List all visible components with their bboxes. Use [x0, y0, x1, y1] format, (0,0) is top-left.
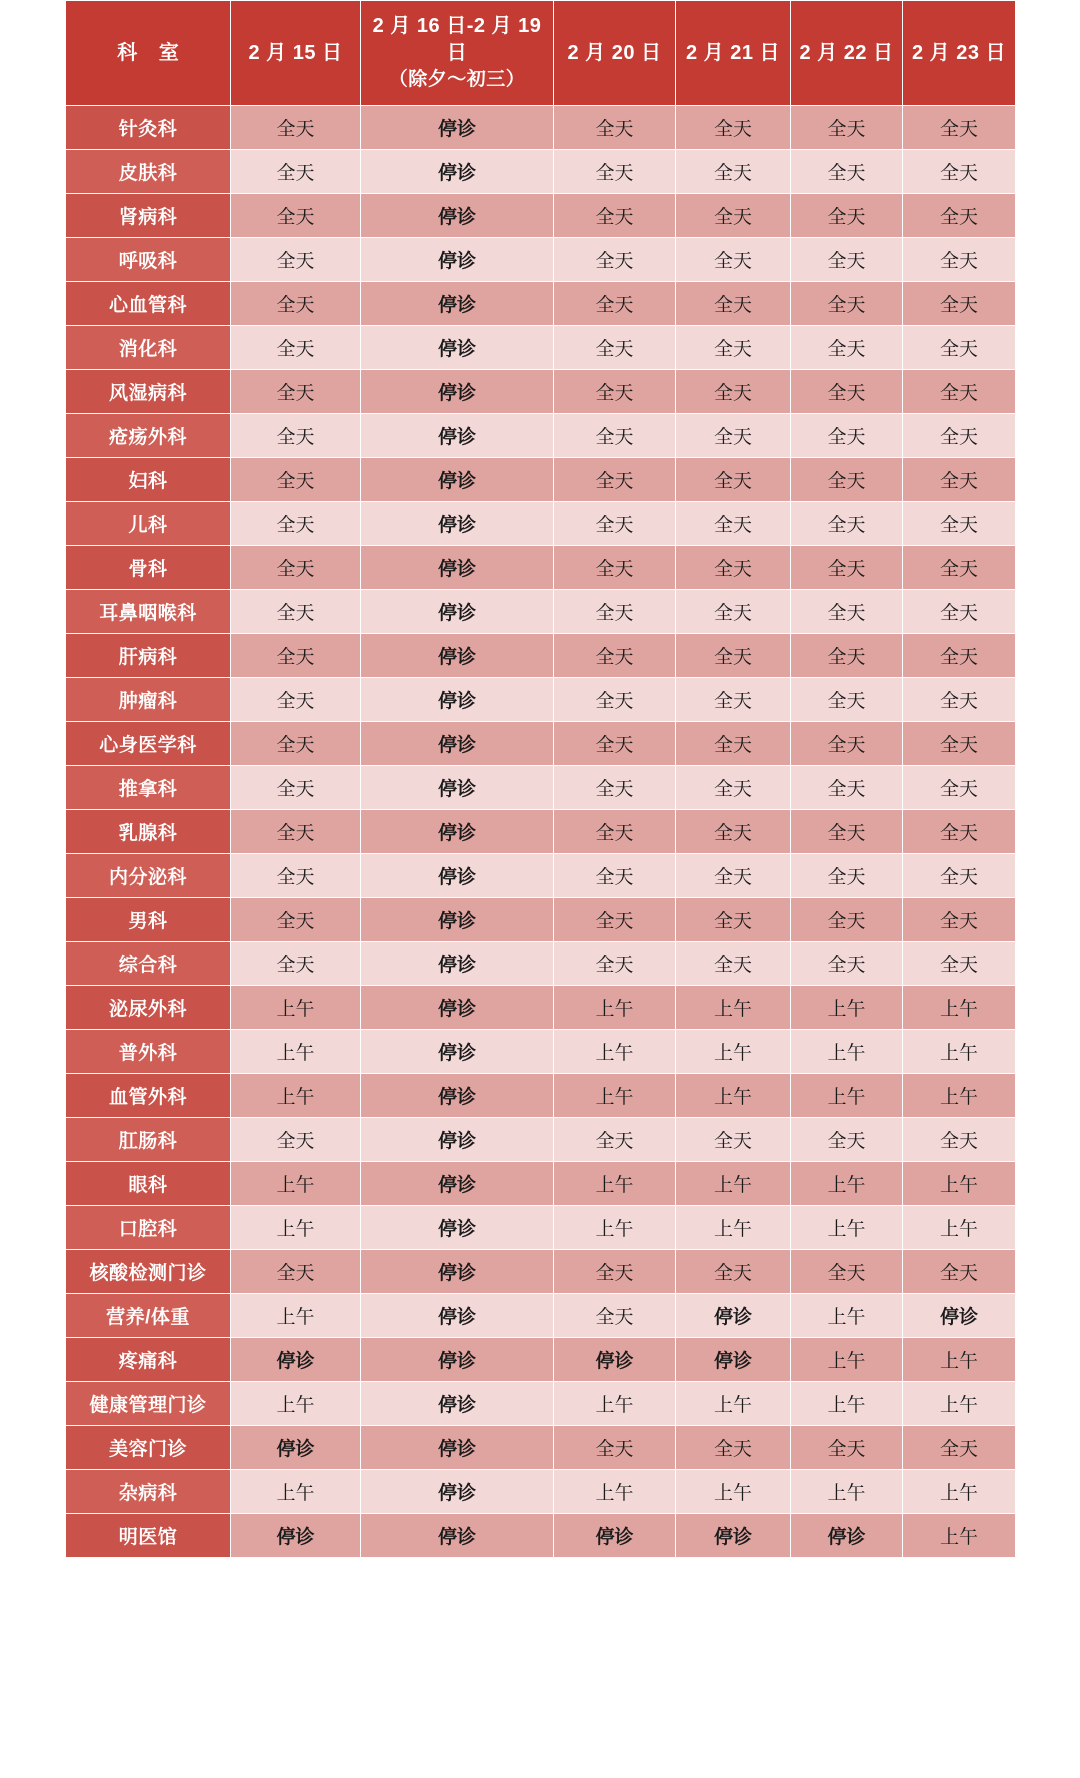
schedule-cell: 全天 [554, 722, 676, 766]
department-name-cell: 消化科 [66, 326, 231, 370]
schedule-cell: 停诊 [361, 238, 554, 282]
schedule-cell: 上午 [231, 1206, 361, 1250]
schedule-cell: 全天 [231, 722, 361, 766]
schedule-cell: 停诊 [361, 854, 554, 898]
schedule-cell: 上午 [554, 1162, 676, 1206]
schedule-cell: 停诊 [791, 1514, 903, 1558]
schedule-cell: 停诊 [361, 590, 554, 634]
schedule-cell: 停诊 [554, 1338, 676, 1382]
schedule-cell: 全天 [791, 106, 903, 150]
schedule-cell: 上午 [231, 1294, 361, 1338]
schedule-cell: 停诊 [361, 986, 554, 1030]
schedule-cell: 全天 [554, 678, 676, 722]
schedule-cell: 上午 [231, 1074, 361, 1118]
schedule-cell: 全天 [903, 282, 1016, 326]
schedule-cell: 上午 [554, 1382, 676, 1426]
table-row [66, 1294, 1016, 1338]
schedule-cell: 全天 [676, 326, 791, 370]
schedule-cell: 全天 [676, 1250, 791, 1294]
schedule-cell: 全天 [903, 590, 1016, 634]
schedule-cell: 全天 [676, 282, 791, 326]
schedule-cell: 全天 [676, 370, 791, 414]
table-row [66, 1206, 1016, 1250]
schedule-cell: 上午 [791, 1074, 903, 1118]
schedule-cell: 停诊 [361, 458, 554, 502]
department-name-cell: 推拿科 [66, 766, 231, 810]
schedule-cell: 全天 [791, 150, 903, 194]
department-schedule-table [65, 0, 1016, 1558]
table-row [66, 986, 1016, 1030]
schedule-cell: 上午 [903, 1338, 1016, 1382]
schedule-cell: 全天 [231, 1250, 361, 1294]
department-name-cell: 疼痛科 [66, 1338, 231, 1382]
schedule-cell: 全天 [676, 634, 791, 678]
department-name-cell: 肿瘤科 [66, 678, 231, 722]
table-row [66, 370, 1016, 414]
schedule-cell: 全天 [676, 1426, 791, 1470]
schedule-cell: 停诊 [554, 1514, 676, 1558]
schedule-cell: 全天 [791, 942, 903, 986]
schedule-cell: 全天 [231, 810, 361, 854]
department-name-cell: 耳鼻咽喉科 [66, 590, 231, 634]
department-name-cell: 男科 [66, 898, 231, 942]
schedule-cell: 全天 [676, 150, 791, 194]
column-header-department: 科 室 [66, 1, 231, 106]
schedule-cell: 停诊 [361, 546, 554, 590]
schedule-cell: 停诊 [361, 1206, 554, 1250]
schedule-cell: 全天 [554, 282, 676, 326]
schedule-cell: 全天 [791, 590, 903, 634]
schedule-cell: 全天 [554, 546, 676, 590]
schedule-cell: 上午 [554, 1470, 676, 1514]
schedule-cell: 全天 [231, 150, 361, 194]
table-row [66, 722, 1016, 766]
schedule-cell: 全天 [791, 238, 903, 282]
schedule-cell: 全天 [554, 326, 676, 370]
table-row [66, 1030, 1016, 1074]
schedule-cell: 全天 [903, 1250, 1016, 1294]
table-row [66, 1470, 1016, 1514]
schedule-cell: 停诊 [361, 810, 554, 854]
schedule-cell: 全天 [676, 458, 791, 502]
department-name-cell: 内分泌科 [66, 854, 231, 898]
column-header-date-4: 2 月 21 日 [676, 1, 791, 106]
table-header [66, 1, 1016, 106]
schedule-cell: 上午 [903, 1030, 1016, 1074]
schedule-cell: 全天 [554, 942, 676, 986]
schedule-cell: 全天 [791, 722, 903, 766]
schedule-cell: 全天 [676, 1118, 791, 1162]
table-body [66, 106, 1016, 1558]
department-name-cell: 杂病科 [66, 1470, 231, 1514]
schedule-cell: 全天 [791, 1426, 903, 1470]
schedule-cell: 停诊 [361, 678, 554, 722]
schedule-cell: 上午 [554, 1030, 676, 1074]
table-row [66, 678, 1016, 722]
schedule-cell: 全天 [903, 326, 1016, 370]
schedule-cell: 全天 [554, 106, 676, 150]
schedule-cell: 上午 [791, 1294, 903, 1338]
schedule-cell: 全天 [231, 502, 361, 546]
schedule-cell: 全天 [676, 590, 791, 634]
schedule-cell: 全天 [791, 1250, 903, 1294]
schedule-cell: 停诊 [676, 1294, 791, 1338]
column-header-date-3: 2 月 20 日 [554, 1, 676, 106]
schedule-cell: 上午 [554, 986, 676, 1030]
table-row [66, 634, 1016, 678]
schedule-cell: 全天 [903, 414, 1016, 458]
schedule-cell: 全天 [903, 766, 1016, 810]
schedule-cell: 停诊 [361, 766, 554, 810]
department-name-cell: 健康管理门诊 [66, 1382, 231, 1426]
column-header-date-6: 2 月 23 日 [903, 1, 1016, 106]
schedule-cell: 停诊 [361, 194, 554, 238]
schedule-cell: 全天 [791, 282, 903, 326]
table-row [66, 1426, 1016, 1470]
table-row [66, 766, 1016, 810]
schedule-cell: 停诊 [361, 1294, 554, 1338]
schedule-cell: 停诊 [361, 326, 554, 370]
schedule-cell: 上午 [676, 1382, 791, 1426]
schedule-cell: 全天 [903, 1426, 1016, 1470]
column-header-date-range-note: （除夕～初三） [388, 69, 526, 91]
schedule-cell: 全天 [554, 370, 676, 414]
schedule-cell: 停诊 [676, 1338, 791, 1382]
schedule-cell: 上午 [791, 1382, 903, 1426]
schedule-cell: 停诊 [361, 106, 554, 150]
schedule-cell: 全天 [554, 238, 676, 282]
schedule-cell: 全天 [903, 898, 1016, 942]
schedule-cell: 全天 [903, 546, 1016, 590]
schedule-cell: 上午 [554, 1206, 676, 1250]
schedule-cell: 全天 [554, 766, 676, 810]
schedule-cell: 停诊 [231, 1338, 361, 1382]
table-row [66, 1338, 1016, 1382]
schedule-cell: 上午 [903, 1074, 1016, 1118]
table-row [66, 1382, 1016, 1426]
schedule-cell: 停诊 [361, 1118, 554, 1162]
table-row [66, 106, 1016, 150]
schedule-cell: 全天 [231, 106, 361, 150]
schedule-cell: 上午 [903, 1470, 1016, 1514]
schedule-cell: 上午 [903, 1162, 1016, 1206]
schedule-cell: 全天 [903, 1118, 1016, 1162]
department-name-cell: 妇科 [66, 458, 231, 502]
schedule-cell: 全天 [554, 1250, 676, 1294]
schedule-cell: 全天 [903, 106, 1016, 150]
table-row [66, 1074, 1016, 1118]
schedule-cell: 全天 [554, 590, 676, 634]
table-header-row [66, 1, 1016, 106]
schedule-cell: 全天 [231, 546, 361, 590]
schedule-cell: 停诊 [361, 370, 554, 414]
schedule-cell: 上午 [791, 1470, 903, 1514]
schedule-cell: 停诊 [361, 942, 554, 986]
schedule-cell: 全天 [231, 898, 361, 942]
schedule-cell: 全天 [231, 634, 361, 678]
department-name-cell: 明医馆 [66, 1514, 231, 1558]
department-name-cell: 口腔科 [66, 1206, 231, 1250]
schedule-cell: 停诊 [361, 1426, 554, 1470]
schedule-cell: 停诊 [676, 1514, 791, 1558]
schedule-cell: 上午 [231, 1162, 361, 1206]
schedule-cell: 停诊 [361, 722, 554, 766]
schedule-cell: 全天 [791, 1118, 903, 1162]
schedule-cell: 全天 [231, 766, 361, 810]
schedule-cell: 全天 [791, 634, 903, 678]
department-name-cell: 骨科 [66, 546, 231, 590]
schedule-cell: 全天 [231, 942, 361, 986]
department-name-cell: 乳腺科 [66, 810, 231, 854]
department-name-cell: 核酸检测门诊 [66, 1250, 231, 1294]
schedule-cell: 全天 [676, 194, 791, 238]
department-name-cell: 营养/体重 [66, 1294, 231, 1338]
schedule-cell: 上午 [231, 1470, 361, 1514]
table-row [66, 414, 1016, 458]
schedule-cell: 停诊 [361, 1382, 554, 1426]
schedule-cell: 全天 [903, 458, 1016, 502]
table-row [66, 1514, 1016, 1558]
table-row [66, 854, 1016, 898]
schedule-cell: 全天 [231, 1118, 361, 1162]
table-row [66, 150, 1016, 194]
schedule-cell: 上午 [676, 1206, 791, 1250]
schedule-cell: 全天 [676, 810, 791, 854]
schedule-cell: 停诊 [361, 282, 554, 326]
schedule-cell: 全天 [554, 634, 676, 678]
schedule-cell: 停诊 [361, 1074, 554, 1118]
schedule-cell: 全天 [554, 898, 676, 942]
schedule-cell: 全天 [554, 458, 676, 502]
schedule-cell: 全天 [231, 414, 361, 458]
schedule-cell: 全天 [791, 898, 903, 942]
schedule-cell: 全天 [676, 766, 791, 810]
department-name-cell: 血管外科 [66, 1074, 231, 1118]
schedule-cell: 上午 [676, 1030, 791, 1074]
schedule-cell: 全天 [676, 854, 791, 898]
schedule-cell: 停诊 [361, 414, 554, 458]
schedule-cell: 上午 [676, 1074, 791, 1118]
table-row [66, 546, 1016, 590]
schedule-cell: 全天 [231, 370, 361, 414]
table-row [66, 942, 1016, 986]
department-name-cell: 普外科 [66, 1030, 231, 1074]
schedule-cell: 停诊 [361, 1030, 554, 1074]
schedule-cell: 全天 [903, 634, 1016, 678]
schedule-cell: 全天 [676, 722, 791, 766]
schedule-cell: 全天 [554, 194, 676, 238]
schedule-cell: 停诊 [903, 1294, 1016, 1338]
schedule-cell: 全天 [903, 810, 1016, 854]
schedule-cell: 上午 [231, 1030, 361, 1074]
schedule-cell: 上午 [903, 986, 1016, 1030]
schedule-cell: 上午 [791, 1206, 903, 1250]
schedule-cell: 全天 [791, 810, 903, 854]
schedule-cell: 全天 [231, 458, 361, 502]
schedule-cell: 上午 [231, 986, 361, 1030]
department-name-cell: 心身医学科 [66, 722, 231, 766]
schedule-cell: 全天 [676, 502, 791, 546]
department-name-cell: 肝病科 [66, 634, 231, 678]
schedule-cell: 全天 [903, 502, 1016, 546]
schedule-cell: 全天 [676, 898, 791, 942]
department-name-cell: 肾病科 [66, 194, 231, 238]
department-name-cell: 心血管科 [66, 282, 231, 326]
schedule-cell: 停诊 [231, 1514, 361, 1558]
schedule-cell: 全天 [676, 106, 791, 150]
table-row [66, 502, 1016, 546]
department-name-cell: 综合科 [66, 942, 231, 986]
schedule-cell: 上午 [231, 1382, 361, 1426]
schedule-cell: 全天 [903, 238, 1016, 282]
schedule-cell: 全天 [231, 238, 361, 282]
table-row [66, 1162, 1016, 1206]
table-row [66, 194, 1016, 238]
schedule-cell: 停诊 [361, 150, 554, 194]
schedule-cell: 全天 [231, 854, 361, 898]
schedule-cell: 上午 [791, 1338, 903, 1382]
schedule-cell: 上午 [903, 1382, 1016, 1426]
table-row [66, 810, 1016, 854]
schedule-cell: 全天 [554, 414, 676, 458]
schedule-cell: 全天 [791, 678, 903, 722]
schedule-cell: 全天 [903, 150, 1016, 194]
department-name-cell: 呼吸科 [66, 238, 231, 282]
schedule-cell: 全天 [676, 678, 791, 722]
schedule-cell: 全天 [791, 370, 903, 414]
schedule-cell: 停诊 [361, 1470, 554, 1514]
schedule-cell: 停诊 [361, 1338, 554, 1382]
table-row [66, 898, 1016, 942]
schedule-cell: 全天 [554, 810, 676, 854]
department-name-cell: 眼科 [66, 1162, 231, 1206]
table-row [66, 1118, 1016, 1162]
schedule-cell: 全天 [791, 194, 903, 238]
column-header-date-range [361, 1, 554, 106]
schedule-cell: 停诊 [361, 502, 554, 546]
department-name-cell: 儿科 [66, 502, 231, 546]
schedule-cell: 全天 [791, 414, 903, 458]
schedule-cell: 上午 [791, 1030, 903, 1074]
table-row [66, 326, 1016, 370]
table-row [66, 238, 1016, 282]
schedule-cell: 停诊 [361, 898, 554, 942]
schedule-cell: 全天 [791, 326, 903, 370]
schedule-container [65, 0, 1015, 1558]
schedule-cell: 全天 [791, 502, 903, 546]
schedule-cell: 全天 [903, 194, 1016, 238]
schedule-cell: 全天 [791, 546, 903, 590]
schedule-cell: 全天 [231, 194, 361, 238]
department-name-cell: 针灸科 [66, 106, 231, 150]
schedule-cell: 上午 [903, 1206, 1016, 1250]
schedule-cell: 全天 [554, 150, 676, 194]
department-name-cell: 泌尿外科 [66, 986, 231, 1030]
schedule-cell: 全天 [676, 414, 791, 458]
column-header-date-5: 2 月 22 日 [791, 1, 903, 106]
schedule-cell: 全天 [554, 1294, 676, 1338]
schedule-cell: 上午 [791, 1162, 903, 1206]
table-row [66, 458, 1016, 502]
schedule-cell: 全天 [676, 238, 791, 282]
schedule-cell: 全天 [554, 854, 676, 898]
department-name-cell: 肛肠科 [66, 1118, 231, 1162]
schedule-cell: 停诊 [231, 1426, 361, 1470]
schedule-cell: 全天 [231, 282, 361, 326]
column-header-date-1: 2 月 15 日 [231, 1, 361, 106]
schedule-cell: 停诊 [361, 1514, 554, 1558]
schedule-cell: 全天 [231, 590, 361, 634]
schedule-cell: 全天 [231, 678, 361, 722]
schedule-cell: 上午 [676, 1470, 791, 1514]
schedule-cell: 全天 [676, 942, 791, 986]
schedule-cell: 全天 [791, 766, 903, 810]
schedule-cell: 全天 [903, 370, 1016, 414]
column-header-date-range-main: 2 月 16 日-2 月 19 日 [372, 15, 542, 65]
schedule-cell: 停诊 [361, 1162, 554, 1206]
schedule-cell: 上午 [676, 1162, 791, 1206]
table-row [66, 590, 1016, 634]
schedule-cell: 全天 [903, 854, 1016, 898]
schedule-cell: 全天 [903, 722, 1016, 766]
department-name-cell: 皮肤科 [66, 150, 231, 194]
schedule-cell: 全天 [554, 1118, 676, 1162]
schedule-cell: 全天 [791, 854, 903, 898]
schedule-cell: 全天 [903, 942, 1016, 986]
schedule-cell: 上午 [554, 1074, 676, 1118]
department-name-cell: 疮疡外科 [66, 414, 231, 458]
schedule-cell: 上午 [676, 986, 791, 1030]
schedule-cell: 全天 [903, 678, 1016, 722]
schedule-cell: 停诊 [361, 634, 554, 678]
department-name-cell: 风湿病科 [66, 370, 231, 414]
schedule-cell: 上午 [791, 986, 903, 1030]
table-row [66, 282, 1016, 326]
schedule-cell: 全天 [791, 458, 903, 502]
schedule-cell: 全天 [676, 546, 791, 590]
schedule-cell: 停诊 [361, 1250, 554, 1294]
schedule-cell: 全天 [554, 1426, 676, 1470]
schedule-cell: 全天 [231, 326, 361, 370]
schedule-cell: 全天 [554, 502, 676, 546]
schedule-cell: 上午 [903, 1514, 1016, 1558]
department-name-cell: 美容门诊 [66, 1426, 231, 1470]
table-row [66, 1250, 1016, 1294]
